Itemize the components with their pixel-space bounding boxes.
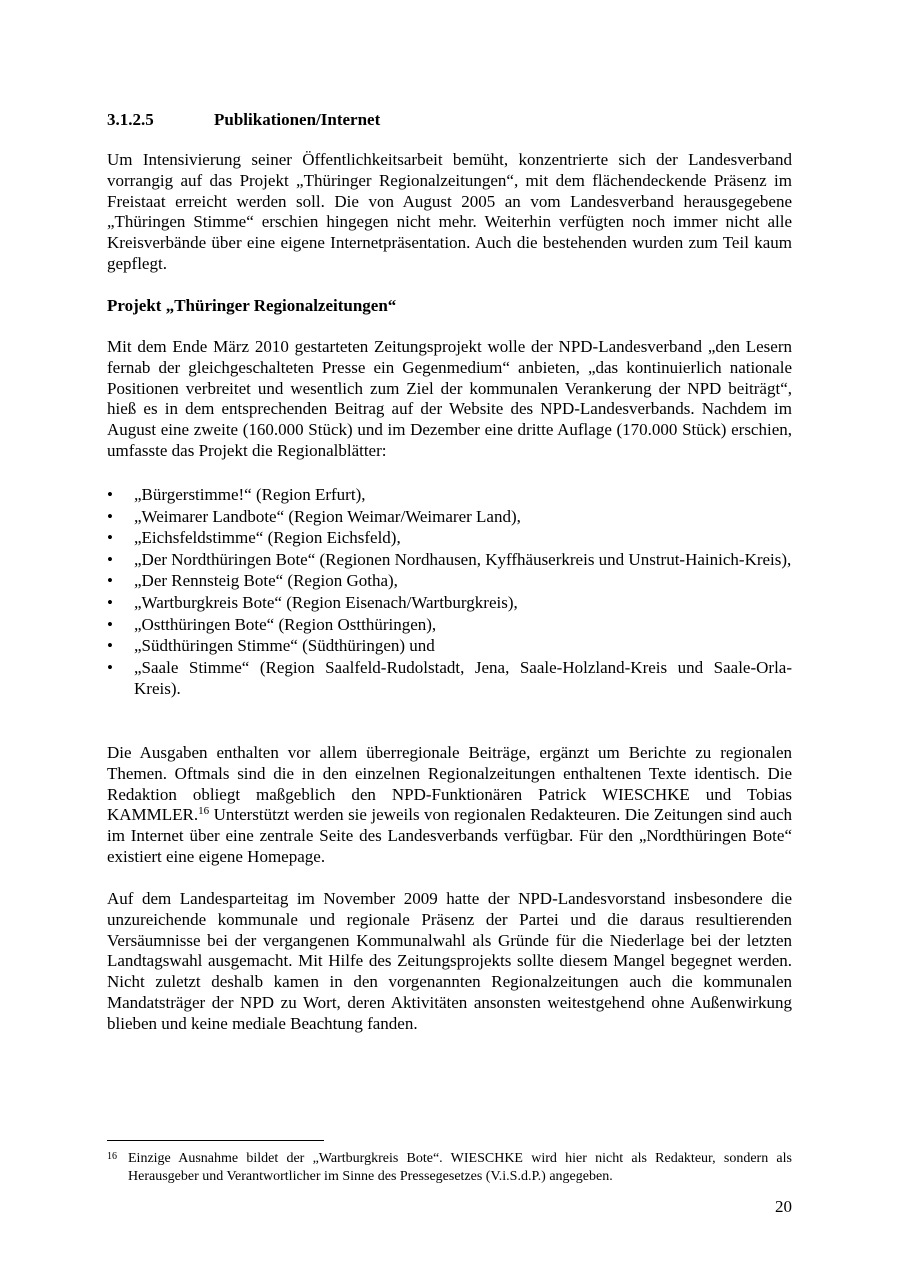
list-item bbox=[107, 549, 792, 571]
list-item bbox=[107, 614, 792, 636]
section-title: Publikationen/Internet bbox=[214, 110, 381, 129]
intro-paragraph: Um Intensivierung seiner Öffentlichkeitsarbeit bemüht, konzentrierte sich der Landesverband vorrangig auf das Projekt „Thüringer Regionalzeitungen“, mit dem flächendeckende Präsenz im Freistaat erreicht werden soll. Die von August 2005 an vom Landesverband herausgegebene „Thüringen Stimme“ erschien hingegen nicht mehr. Weiterhin verfügten noch immer nicht alle Kreisverbände über eine eigene Internetpräsentation. Auch die bestehenden wurden zum Teil kaum gepflegt. bbox=[107, 150, 792, 273]
list-item bbox=[107, 570, 792, 592]
bullet-icon: • bbox=[107, 571, 113, 591]
list-item-text: „Wartburgkreis Bote“ (Region Eisenach/Wartburgkreis), bbox=[134, 592, 518, 612]
footnote-reference: 16 bbox=[198, 805, 210, 818]
project-paragraph: Mit dem Ende März 2010 gestarteten Zeitungsprojekt wolle der NPD-Landesverband „den Lesern fernab der gleichgeschalteten Presse ein Gegenmedium“ anbieten, „das kontinuierlich nationale Positionen verbreitet und wesentlich zum Ziel der kommunalen Verankerung der NPD beiträgt“, hieß es in dem entsprechenden Beitrag auf der Website des NPD-Landesverbands. Nachdem im August eine zweite (160.000 Stück) und im Dezember eine dritte Auflage (170.000 Stück) erschien, umfasste das Projekt die Regionalblätter: bbox=[107, 337, 792, 460]
list-item bbox=[107, 592, 792, 614]
editions-text-start: Die Ausgaben enthalten vor allem überregionale Beiträge, ergänzt um Berichte zu regionalen Themen. Oftmals sind die in den einzelnen Regionalzeitungen enthaltenen Texte identisch. Die Redaktion obliegt maßgeblich den NPD-Funktionären Patrick WIESCHKE und Tobias KAMMLER. bbox=[107, 743, 792, 825]
subheading: Projekt „Thüringer Regionalzeitungen“ bbox=[107, 296, 397, 315]
list-item-text: „Südthüringen Stimme“ (Südthüringen) und bbox=[134, 636, 435, 656]
list-item bbox=[107, 484, 792, 506]
list-item-text: „Ostthüringen Bote“ (Region Ostthüringen), bbox=[134, 614, 437, 634]
footnote-number: 16 bbox=[107, 1151, 117, 1162]
section-heading bbox=[107, 109, 380, 130]
bullet-icon: • bbox=[107, 528, 113, 548]
page-number: 20 bbox=[775, 1197, 792, 1216]
footnote-text: Einzige Ausnahme bildet der „Wartburgkreis Bote“. WIESCHKE wird hier nicht als Redakteur, sondern als Herausgeber und Verantwortlicher im Sinne des Pressegesetzes (V.i.S.d.P.) angegeben. bbox=[128, 1151, 792, 1184]
list-item-text: „Bürgerstimme!“ (Region Erfurt), bbox=[134, 485, 366, 504]
bullet-icon: • bbox=[107, 592, 113, 612]
list-item-text: „Eichsfeldstimme“ (Region Eichsfeld), bbox=[134, 528, 401, 548]
bullet-icon: • bbox=[107, 614, 113, 634]
editions-paragraph bbox=[107, 743, 792, 868]
list-item-text: „Weimarer Landbote“ (Region Weimar/Weimarer Land), bbox=[134, 506, 521, 526]
bullet-icon: • bbox=[107, 485, 113, 504]
newspaper-list bbox=[107, 484, 792, 700]
editions-text-end: Unterstützt werden sie jeweils von regionalen Redakteuren. Die Zeitungen sind auch im Internet über eine zentrale Seite des Landesverbands verfügbar. Für den „Nordthüringen Bote“ existiert eine eigene Homepage. bbox=[107, 805, 792, 866]
list-item-text: „Der Rennsteig Bote“ (Region Gotha), bbox=[134, 571, 398, 591]
bullet-icon: • bbox=[107, 657, 113, 677]
list-item bbox=[107, 506, 792, 528]
list-item-text: „Saale Stimme“ (Region Saalfeld-Rudolstadt, Jena, Saale-Holzland-Kreis und Saale-Orla-Kreis). bbox=[134, 657, 792, 699]
list-item bbox=[107, 635, 792, 657]
section-number: 3.1.2.5 bbox=[107, 110, 154, 129]
list-item-text: „Der Nordthüringen Bote“ (Regionen Nordhausen, Kyffhäuserkreis und Unstrut-Hainich-Kreis), bbox=[134, 549, 792, 569]
bullet-icon: • bbox=[107, 549, 113, 569]
bullet-icon: • bbox=[107, 636, 113, 656]
list-item bbox=[107, 527, 792, 549]
footnote-divider bbox=[107, 1140, 324, 1141]
list-item bbox=[107, 657, 792, 700]
party-conference-paragraph: Auf dem Landesparteitag im November 2009 hatte der NPD-Landesvorstand insbesondere die unzureichende kommunale und regionale Präsenz der Partei und die daraus resultierenden Versäumnisse bei der vergangenen Kommunalwahl als Gründe für die Niederlage bei der letzten Landtagswahl ausgemacht. Mit Hilfe des Zeitungsprojekts sollte diesem Mangel begegnet werden. Nicht zuletzt deshalb kamen in den vorgenannten Regionalzeitungen auch die kommunalen Mandatsträger der NPD zu Wort, deren Aktivitäten ansonsten weitestgehend ohne Außenwirkung blieben und keine mediale Beachtung fanden. bbox=[107, 889, 792, 1033]
bullet-icon: • bbox=[107, 506, 113, 526]
footnote bbox=[107, 1150, 792, 1186]
